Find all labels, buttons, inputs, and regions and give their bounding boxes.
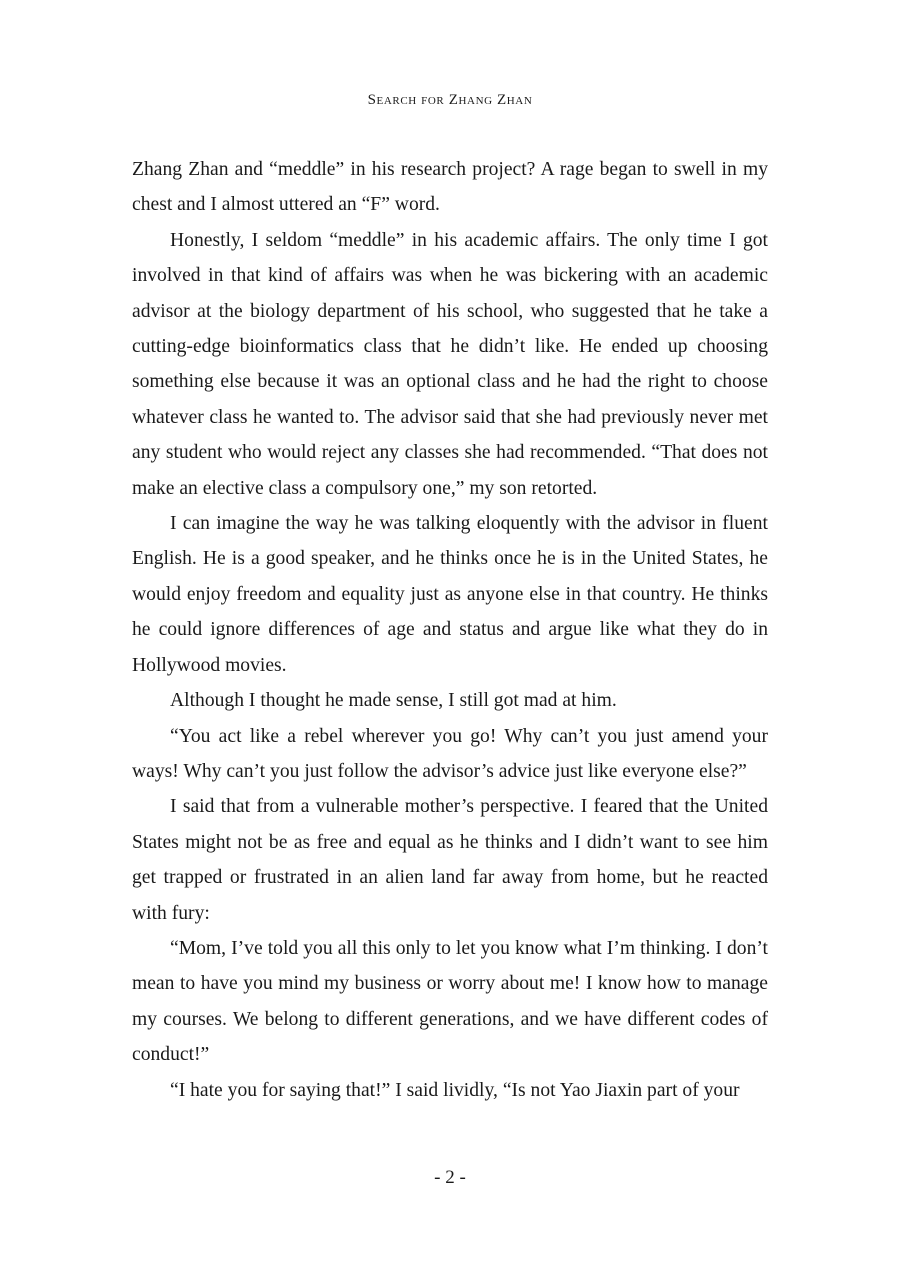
paragraph-4: Although I thought he made sense, I still got mad at him. (170, 690, 617, 712)
paragraph-5: “You act like a rebel wherever you go! Why can’t you just amend your ways! Why can’t you just follow the advisor’s advice just like everyone else?” (132, 725, 768, 782)
paragraph-6: I said that from a vulnerable mother’s perspective. I feared that the United States might not be as free and equal as he thinks and I didn’t want to see him get trapped or frustrated in an alien land far away from home, but he reacted with fury: (132, 796, 768, 924)
paragraph-1: Zhang Zhan and “meddle” in his research project? A rage began to swell in my chest and I almost uttered an “F” word. (132, 159, 768, 216)
paragraph-3: I can imagine the way he was talking eloquently with the advisor in fluent English. He is a good speaker, and he thinks once he is in the United States, he would enjoy freedom and equality just as anyone else in that country. He thinks he could ignore differences of age and status and argue like what they do in Hollywood movies. (132, 513, 768, 676)
running-head: Search for Zhang Zhan (367, 92, 533, 108)
paragraph-2: Honestly, I seldom “meddle” in his academic affairs. The only time I got involved in that kind of affairs was when he was bickering with an academic advisor at the biology department of his school, who suggested that he take a cutting-edge bioinformatics class that he didn’t like. He ended up choosing something else because it was an optional class and he had the right to choose whatever class he wanted to. The advisor said that she had previously never met any student who would reject any classes she had recommended. “That does not make an elective class a compulsory one,” my son retorted. (132, 229, 768, 499)
body-text (132, 152, 768, 1108)
page-number: - 2 - (434, 1167, 466, 1188)
paragraph-8: “I hate you for saying that!” I said lividly, “Is not Yao Jiaxin part of your (170, 1079, 740, 1101)
paragraph-7: “Mom, I’ve told you all this only to let you know what I’m thinking. I don’t mean to have you mind my business or worry about me! I know how to manage my courses. We belong to different generations, and we have different codes of conduct!” (132, 937, 768, 1066)
